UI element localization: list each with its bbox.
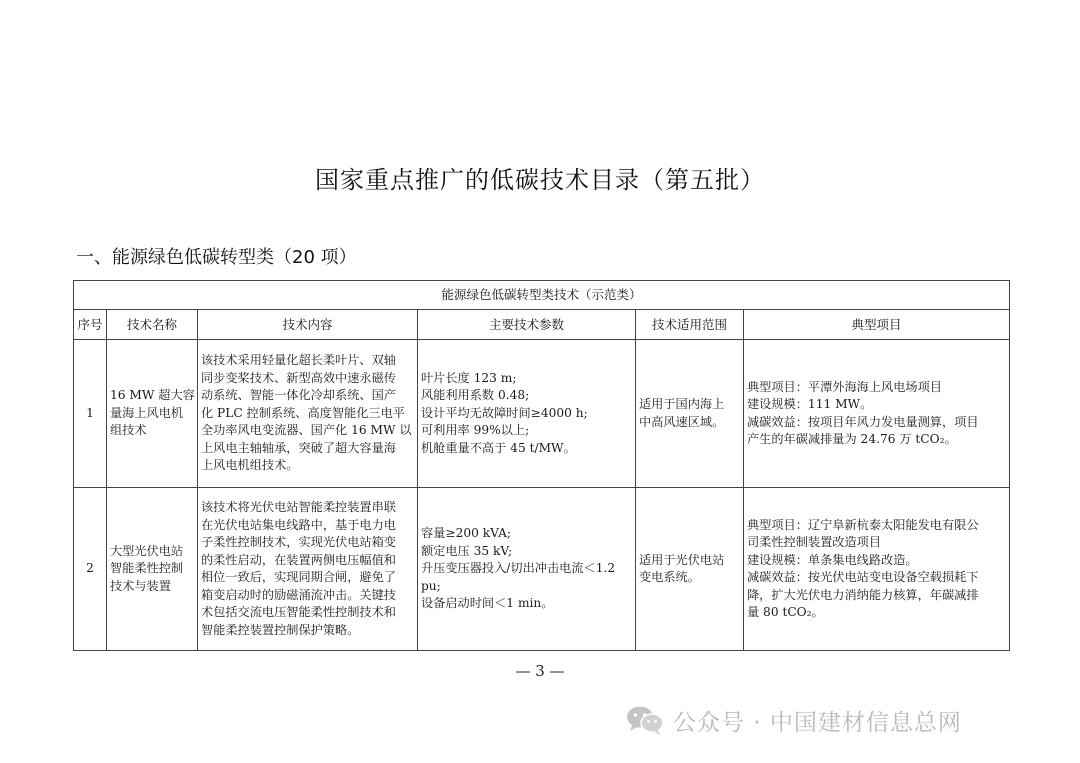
table-caption-row	[74, 281, 1010, 310]
text-line: pu;	[421, 578, 441, 593]
text-line: 中高风速区域。	[639, 414, 725, 429]
typical-project-cell	[744, 488, 1010, 651]
watermark-text: 公众号 · 中国建材信息总网	[673, 709, 962, 736]
text-line: 技术与装置	[110, 578, 171, 593]
technology-name-cell	[107, 488, 198, 651]
text-line: 动系统、智能一体化冷却系统、国产	[201, 388, 396, 403]
header-project: 典型项目	[744, 310, 1010, 340]
text-line: 组技术	[110, 423, 147, 438]
text-line: 叶片长度 123 m;	[421, 370, 517, 385]
application-scope-cell	[636, 488, 744, 651]
text-line: 产生的年碳减排量为 24.76 万 tCO₂。	[747, 432, 957, 446]
text-line: 智能柔性控制	[110, 561, 184, 576]
section-heading: 一、能源绿色低碳转型类（20 项）	[76, 247, 357, 268]
text-line: 机舱重量不高于 45 t/MW。	[421, 440, 576, 455]
text-line: 降，扩大光伏电力消纳能力核算，年碳减排	[747, 587, 979, 602]
text-line: 减碳效益：按光伏电站变电设备空载损耗下	[747, 570, 979, 584]
technical-params-cell	[418, 340, 636, 488]
text-line: 量海上风电机	[110, 405, 184, 420]
page-number: — 3 —	[515, 662, 565, 680]
text-line: 智能柔控装置控制保护策略。	[201, 622, 360, 637]
text-line: 上风电主轴轴承，突破了超大容量海	[201, 440, 396, 455]
text-line: 术包括交流电压智能柔性控制技术和	[201, 605, 396, 619]
table-row	[74, 340, 1010, 488]
row-index: 2	[74, 488, 107, 651]
text-line: 设备启动时间＜1 min。	[421, 596, 554, 611]
text-line: 升压变压器投入/切出冲击电流＜1.2	[421, 561, 616, 576]
text-line: 箱变启动时的励磁涌流冲击。关键技	[201, 587, 396, 602]
table-row	[74, 488, 1010, 651]
document-title: 国家重点推广的低碳技术目录（第五批）	[315, 166, 765, 194]
text-line: 的柔性启动，在装置两侧电压幅值和	[201, 552, 396, 567]
text-line: 建设规模：111 MW。	[747, 397, 873, 411]
header-scope: 技术适用范围	[636, 310, 744, 340]
header-content: 技术内容	[198, 310, 418, 340]
text-line: 可利用率 99%以上;	[421, 423, 530, 438]
text-line: 化 PLC 控制系统、高度智能化三电平	[201, 405, 405, 420]
text-line: 容量≥200 kVA;	[421, 526, 511, 541]
application-scope-cell	[636, 340, 744, 488]
technology-content-cell	[198, 488, 418, 651]
text-line: 该技术将光伏电站智能柔控装置串联	[201, 500, 396, 514]
text-line: 同步变桨技术、新型高效中速永磁传	[201, 370, 396, 385]
text-line: 大型光伏电站	[110, 543, 184, 558]
row-index: 1	[74, 340, 107, 488]
text-line: 典型项目：辽宁阜新杭泰太阳能发电有限公	[747, 517, 979, 532]
table-caption: 能源绿色低碳转型类技术（示范类）	[74, 281, 1010, 310]
text-line: 全功率风电变流器、国产化 16 MW 以	[201, 423, 412, 438]
table-header-row	[74, 310, 1010, 340]
text-line: 典型项目：平潭外海海上风电场项目	[747, 379, 942, 394]
wechat-icon	[625, 704, 665, 736]
text-line: 16 MW 超大容	[110, 388, 195, 403]
watermark	[625, 702, 962, 738]
text-line: 司柔性控制装置改造项目	[747, 535, 882, 549]
text-line: 量 80 tCO₂。	[747, 605, 824, 619]
text-line: 风能利用系数 0.48;	[421, 388, 530, 403]
header-params: 主要技术参数	[418, 310, 636, 340]
text-line: 建设规模：单条集电线路改造。	[747, 552, 918, 567]
header-index: 序号	[74, 310, 107, 340]
text-line: 变电系统。	[639, 570, 700, 584]
text-line: 子柔性控制技术，实现光伏电站箱变	[201, 535, 396, 549]
text-line: 额定电压 35 kV;	[421, 543, 513, 558]
text-line: 减碳效益：按项目年风力发电量测算，项目	[747, 414, 979, 429]
text-line: 适用于光伏电站	[639, 552, 725, 567]
text-line: 相位一致后，实现同期合闸，避免了	[201, 570, 396, 584]
technology-table	[73, 280, 1010, 651]
technology-content-cell	[198, 340, 418, 488]
text-line: 该技术采用轻量化超长柔叶片、双轴	[201, 353, 396, 368]
text-line: 设计平均无故障时间≥4000 h;	[421, 405, 588, 420]
typical-project-cell	[744, 340, 1010, 488]
header-name: 技术名称	[107, 310, 198, 340]
text-line: 上风电机组技术。	[201, 458, 299, 473]
technical-params-cell	[418, 488, 636, 651]
technology-name-cell	[107, 340, 198, 488]
text-line: 在光伏电站集电线路中，基于电力电	[201, 517, 396, 532]
text-line: 适用于国内海上	[639, 397, 725, 411]
